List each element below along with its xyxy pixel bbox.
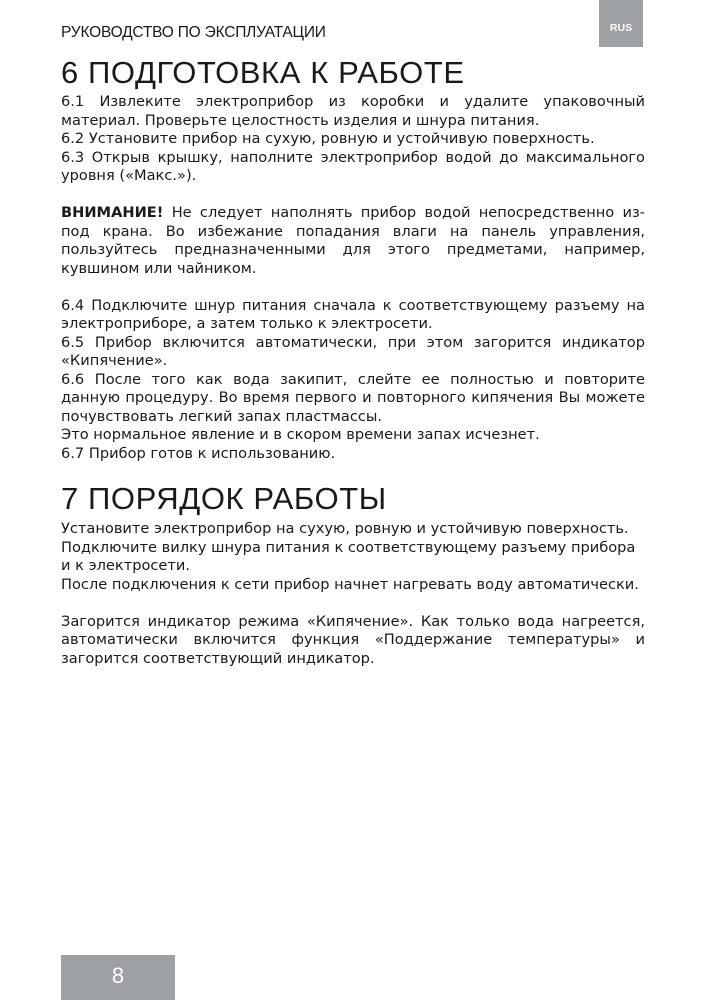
step-6-6-note: Это нормальное явление и в скором времени запах исчезнет. (61, 426, 540, 443)
warning-text: Не следует наполнять прибор водой непосредственно из-под крана. Во избежание попадания влаги на панель управления, пользуйтесь предназначенными для этого предметами, например, кувшином или чайником. (61, 204, 645, 277)
warning-paragraph (61, 204, 645, 278)
step-6-6: 6.6 После того как вода закипит, слейте ее полностью и повторите данную процедуру. Во время первого и повторного кипячения Вы можете почувствовать легкий запах пластмассы. (61, 370, 645, 425)
step-6-2: 6.2 Установите прибор на сухую, ровную и устойчивую поверхность. (61, 130, 595, 147)
step-6-7: 6.7 Прибор готов к использованию. (61, 444, 336, 462)
step-6-5: 6.5 Прибор включится автоматически, при этом загорится индикатор «Кипячение». (61, 333, 645, 369)
step-6-3: 6.3 Открыв крышку, наполните электроприбор водой до максимального уровня («Макс.»). (61, 148, 645, 184)
warning-label: ВНИМАНИЕ! (61, 204, 164, 221)
page-number: 8 (61, 955, 175, 1000)
step-6-1: 6.1 Извлеките электроприбор из коробки и удалите упаковочный материал. Проверьте целостность изделия и шнура питания. (61, 93, 645, 129)
document-header-title: РУКОВОДСТВО ПО ЭКСПЛУАТАЦИИ (61, 24, 326, 41)
section-7-body (61, 520, 645, 668)
section-7-heading: 7 ПОРЯДОК РАБОТЫ (61, 481, 387, 516)
operation-step-4: Загорится индикатор режима «Кипячение». Как только вода нагреется, автоматически включится функция «Поддержание температуры» и загорится соответствующий индикатор. (61, 612, 645, 667)
section-6-heading: 6 ПОДГОТОВКА К РАБОТЕ (61, 55, 465, 90)
operation-step-1: Установите электроприбор на сухую, ровную и устойчивую поверхность. (61, 520, 629, 537)
language-badge: RUS (599, 0, 643, 47)
section-6-body (61, 93, 645, 463)
step-6-4: 6.4 Подключите шнур питания сначала к соответствующему разъему на электроприборе, а затем только к электросети. (61, 296, 645, 332)
operation-step-2: Подключите вилку шнура питания к соответствующему разъему прибора и к электросети. (61, 538, 636, 574)
operation-step-3: После подключения к сети прибор начнет нагревать воду автоматически. (61, 575, 639, 593)
